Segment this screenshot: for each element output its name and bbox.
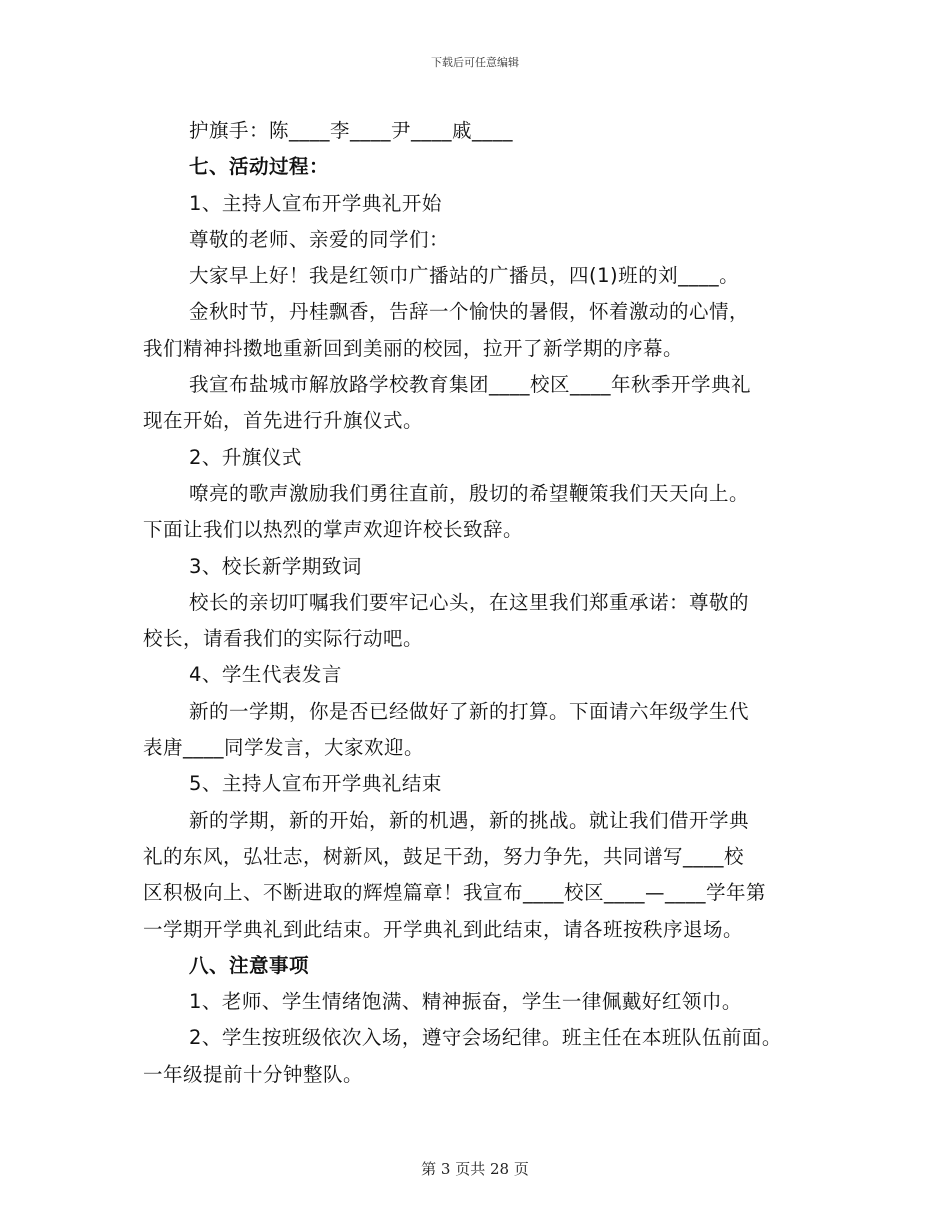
text-line: 礼的东风，弘壮志，树新风，鼓足干劲，努力争先，共同谱写____校 [143, 844, 745, 868]
text-line: 4、学生代表发言 [189, 663, 342, 687]
text-line: 1、老师、学生情绪饱满、精神振奋，学生一律佩戴好红领巾。 [189, 990, 742, 1014]
text-line: 下面让我们以热烈的掌声欢迎许校长致辞。 [143, 518, 524, 542]
section-heading: 八、注意事项 [189, 953, 310, 977]
text-line: 校长，请看我们的实际行动吧。 [143, 627, 424, 651]
text-line: 新的学期，新的开始，新的机遇，新的挑战。就让我们借开学典 [189, 808, 750, 832]
text-line: 我们精神抖擞地重新回到美丽的校园，拉开了新学期的序幕。 [143, 336, 684, 360]
document-body [143, 113, 813, 1093]
text-line: 嘹亮的歌声激励我们勇往直前，殷切的希望鞭策我们天天向上。 [189, 481, 750, 505]
text-line: 1、主持人宣布开学典礼开始 [189, 191, 442, 215]
section-heading: 七、活动过程： [189, 155, 330, 179]
text-line: 现在开始，首先进行升旗仪式。 [143, 409, 424, 433]
text-line: 金秋时节，丹桂飘香，告辞一个愉快的暑假，怀着激动的心情， [189, 300, 750, 324]
page-footer: 第 3 页共 28 页 [421, 1160, 529, 1178]
text-line: 一学期开学典礼到此结束。开学典礼到此结束，请各班按秩序退场。 [143, 917, 744, 941]
page-header: 下载后可任意编辑 [431, 56, 519, 69]
text-line: 一年级提前十分钟整队。 [143, 1062, 364, 1086]
text-line: 尊敬的老师、亲爱的同学们： [189, 227, 450, 251]
text-line: 新的一学期，你是否已经做好了新的打算。下面请六年级学生代 [189, 699, 750, 723]
text-line: 校长的亲切叮嘱我们要牢记心头，在这里我们郑重承诺：尊敬的 [189, 590, 750, 614]
text-line: 我宣布盐城市解放路学校教育集团____校区____年秋季开学典礼 [189, 373, 752, 397]
text-line: 表唐____同学发言，大家欢迎。 [143, 736, 425, 760]
text-line: 3、校长新学期致词 [189, 554, 362, 578]
text-line: 5、主持人宣布开学典礼结束 [189, 772, 442, 796]
text-line: 护旗手：陈____李____尹____戚____ [189, 119, 514, 142]
text-line: 区积极向上、不断进取的辉煌篇章！我宣布____校区____—____学年第 [143, 881, 767, 905]
text-line: 2、学生按班级依次入场，遵守会场纪律。班主任在本班队伍前面。 [189, 1026, 782, 1050]
text-line: 2、升旗仪式 [189, 445, 302, 469]
text-line: 大家早上好！我是红领巾广播站的广播员，四(1)班的刘____。 [189, 264, 740, 288]
